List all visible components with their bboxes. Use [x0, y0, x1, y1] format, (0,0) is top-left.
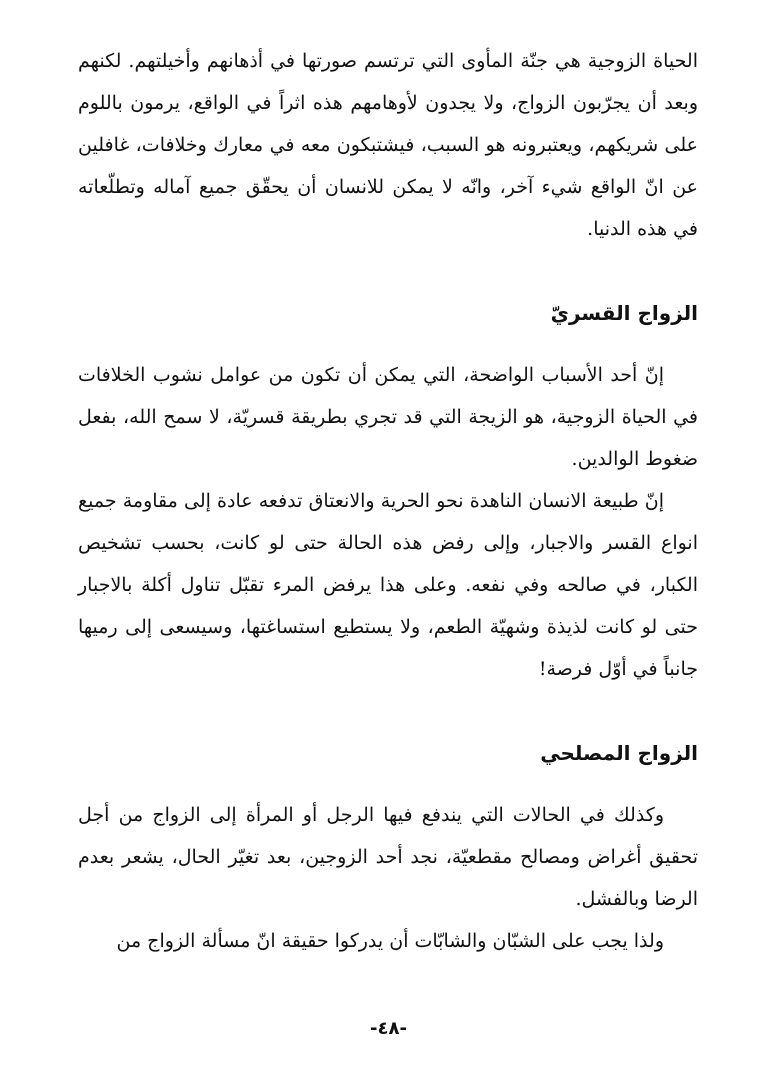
paragraph-intro: الحياة الزوجية هي جنّة المأوى التي ترتسم صورتها في أذهانهم وأخيلتهم. لكنهم وبعد أن يجرّبون الزواج، ولا يجدون لأوهامهم هذه اثراً في الواقع، يرمون باللوم على شريكهم، ويعتبرونه هو السبب، فيشتبكون معه في معارك وخلافات، غافلين عن انّ الواقع شيء آخر، وانّه لا يمكن للانسان أن يحقّق جميع آماله وتطلّعاته في هذه الدنيا. — [78, 50, 698, 240]
paragraph-human-nature: إنّ طبيعة الانسان الناهدة نحو الحرية والانعتاق تدفعه عادة إلى مقاومة جميع انواع القسر والاجبار، وإلى رفض هذه الحالة حتى لو كانت، بحسب تشخيص الكبار، في صالحه وفي نفعه. وعلى هذا يرفض المرء تقبّل تناول أكلة بالاجبار حتى لو كانت لذيذة وشهيّة الطعم، ولا يستطيع استساغتها، وسيسعى إلى رميها جانباً في أوّل فرصة! — [78, 490, 698, 680]
paragraph-youth-advice: ولذا يجب على الشبّان والشابّات أن يدركوا حقيقة انّ مسألة الزواج من — [116, 930, 664, 952]
page-number: -٤٨- — [370, 1018, 407, 1039]
section-heading-forced-marriage: الزواج القسريّ — [550, 301, 698, 325]
paragraph-forced-marriage-causes: إنّ أحد الأسباب الواضحة، التي يمكن أن تكون من عوامل نشوب الخلافات في الحياة الزوجية، هو الزيجة التي قد تجري بطريقة قسريّة، لا سمح الله، بفعل ضغوط الوالدين. — [78, 364, 698, 470]
section-heading-interest-marriage: الزواج المصلحي — [540, 741, 698, 765]
paragraph-interest-marriage: وكذلك في الحالات التي يندفع فيها الرجل أو المرأة إلى الزواج من أجل تحقيق أغراض ومصالح مقطعيّة، نجد أحد الزوجين، بعد تغيّر الحال، يشعر بعدم الرضا وبالفشل. — [78, 804, 698, 910]
page-body — [78, 40, 698, 962]
